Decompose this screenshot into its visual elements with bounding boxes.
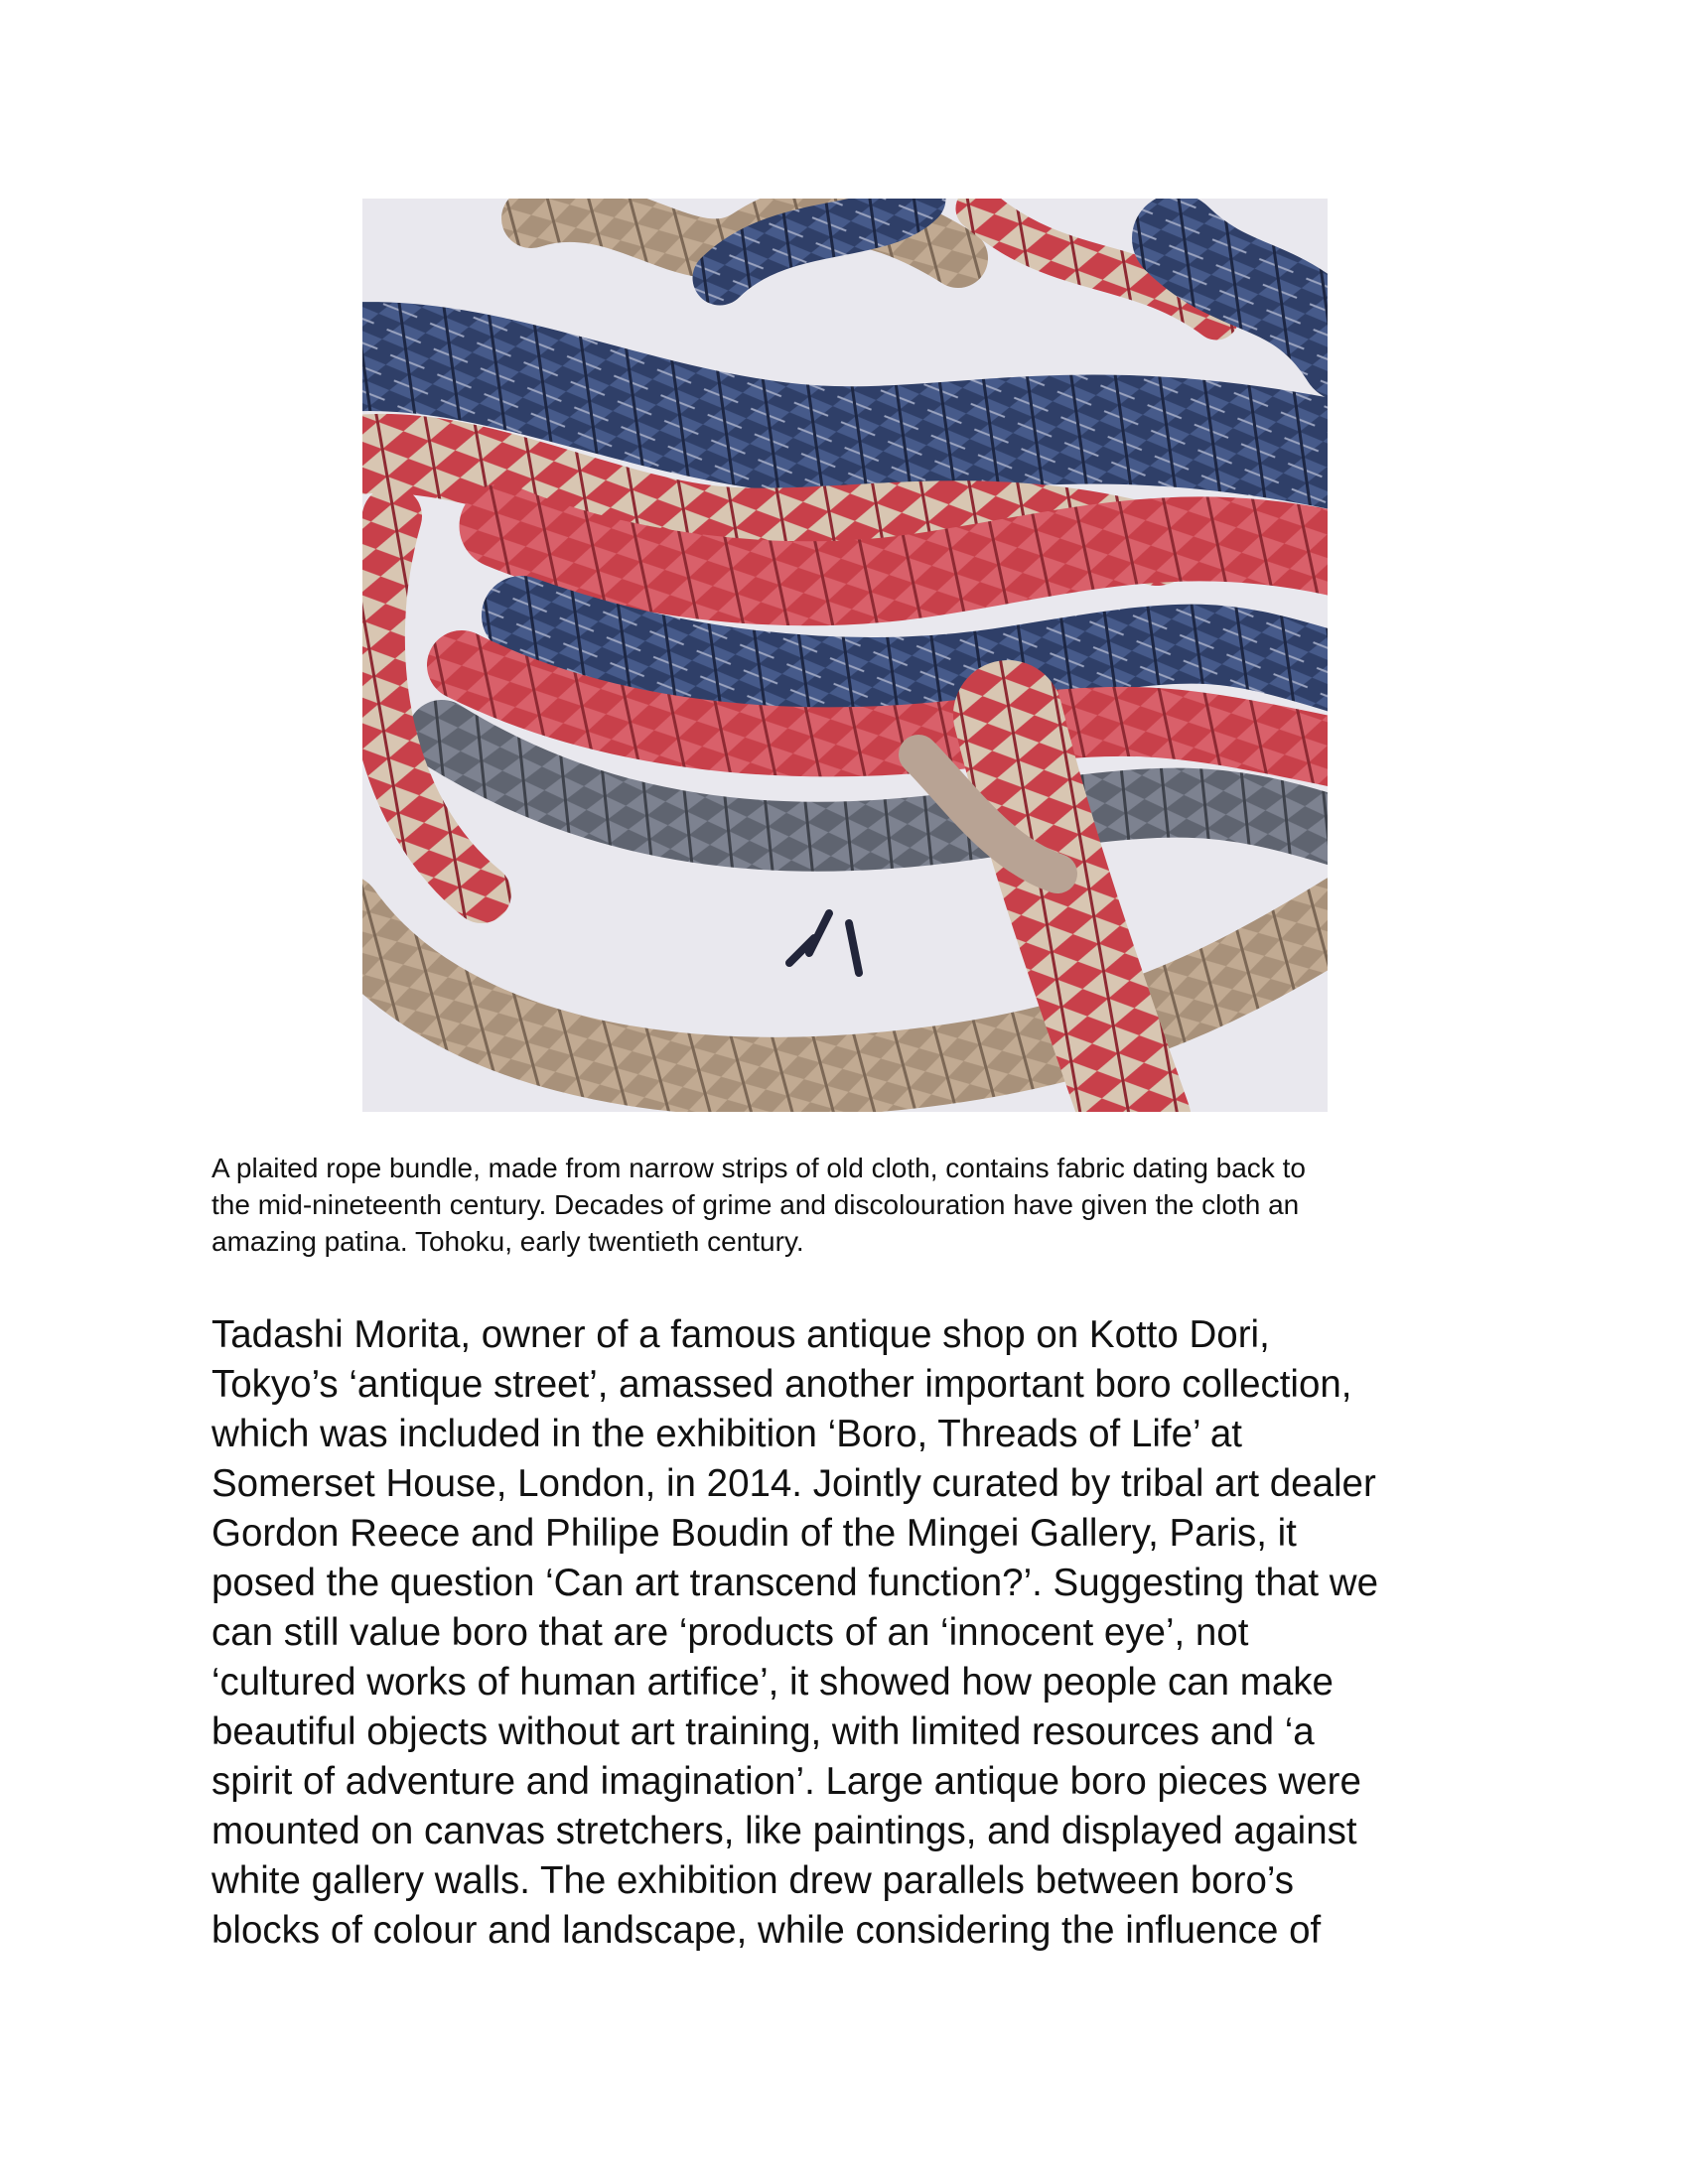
body-line: spirit of adventure and imagination’. Large antique boro pieces were xyxy=(211,1760,1361,1803)
body-line: posed the question ‘Can art transcend function?’. Suggesting that we xyxy=(211,1562,1379,1604)
rope-bundle-illustration xyxy=(362,199,1328,1112)
body-line: Somerset House, London, in 2014. Jointly curated by tribal art dealer xyxy=(211,1462,1376,1505)
rope-bundle-photo xyxy=(362,199,1328,1112)
body-line: ‘cultured works of human artifice’, it showed how people can make xyxy=(211,1661,1334,1704)
caption-line: A plaited rope bundle, made from narrow strips of old cloth, contains fabric dating back to xyxy=(211,1153,1306,1183)
body-line: Gordon Reece and Philipe Boudin of the Mingei Gallery, Paris, it xyxy=(211,1512,1297,1555)
body-line: Tokyo’s ‘antique street’, amassed another important boro collection, xyxy=(211,1363,1352,1406)
body-line: Tadashi Morita, owner of a famous antique shop on Kotto Dori, xyxy=(211,1313,1270,1356)
body-line: can still value boro that are ‘products of an ‘innocent eye’, not xyxy=(211,1611,1249,1654)
body-line: beautiful objects without art training, with limited resources and ‘a xyxy=(211,1710,1315,1753)
caption-line: amazing patina. Tohoku, early twentieth century. xyxy=(211,1226,804,1257)
figure-caption xyxy=(211,1150,1502,1260)
caption-line: the mid-nineteenth century. Decades of grime and discolouration have given the cloth an xyxy=(211,1189,1300,1220)
body-line: white gallery walls. The exhibition drew parallels between boro’s xyxy=(211,1859,1294,1902)
body-line: mounted on canvas stretchers, like paintings, and displayed against xyxy=(211,1810,1357,1852)
body-paragraph xyxy=(211,1310,1492,1956)
body-line: blocks of colour and landscape, while considering the influence of xyxy=(211,1909,1322,1952)
body-line: which was included in the exhibition ‘Boro, Threads of Life’ at xyxy=(211,1413,1242,1455)
